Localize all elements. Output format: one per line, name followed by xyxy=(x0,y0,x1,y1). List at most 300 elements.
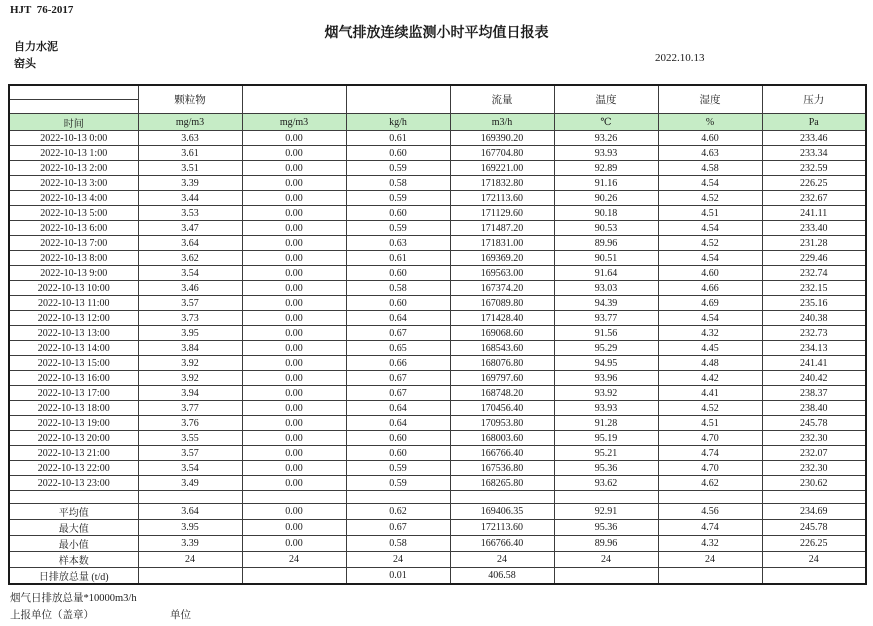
table-cell: 93.03 xyxy=(554,281,658,296)
table-cell: 229.46 xyxy=(762,251,866,266)
table-cell: 171129.60 xyxy=(450,206,554,221)
table-cell: 0.00 xyxy=(242,221,346,236)
header-flow: 流量 xyxy=(450,85,554,114)
time-cell: 2022-10-13 4:00 xyxy=(9,191,138,206)
time-cell: 2022-10-13 20:00 xyxy=(9,431,138,446)
time-cell: 2022-10-13 9:00 xyxy=(9,266,138,281)
table-cell xyxy=(658,491,762,504)
table-cell: 4.63 xyxy=(658,146,762,161)
table-cell: 169797.60 xyxy=(450,371,554,386)
unit-m3-h: m3/h xyxy=(450,114,554,131)
table-cell: 245.78 xyxy=(762,416,866,431)
table-cell: 0.59 xyxy=(346,191,450,206)
summary-label: 最大值 xyxy=(9,520,138,536)
table-cell: 0.00 xyxy=(242,431,346,446)
table-cell: 4.32 xyxy=(658,326,762,341)
footer-note: 烟气日排放总量*10000m3/h xyxy=(10,593,137,604)
time-cell: 2022-10-13 0:00 xyxy=(9,131,138,146)
table-cell: 0.00 xyxy=(242,161,346,176)
table-cell: 0.61 xyxy=(346,131,450,146)
table-row xyxy=(9,520,866,536)
time-cell: 2022-10-13 1:00 xyxy=(9,146,138,161)
table-row xyxy=(9,401,866,416)
table-row xyxy=(9,206,866,221)
table-cell: 0.00 xyxy=(242,416,346,431)
summary-label: 平均值 xyxy=(9,504,138,520)
table-cell xyxy=(138,491,242,504)
header-pressure: 压力 xyxy=(762,85,866,114)
table-cell: 166766.40 xyxy=(450,536,554,552)
table-cell: 4.60 xyxy=(658,266,762,281)
table-cell: 24 xyxy=(450,552,554,568)
table-cell xyxy=(658,568,762,585)
table-cell: 3.77 xyxy=(138,401,242,416)
table-row xyxy=(9,326,866,341)
summary-rows xyxy=(9,491,866,585)
table-cell: 0.60 xyxy=(346,206,450,221)
table-cell: 93.62 xyxy=(554,476,658,491)
table-cell: 167536.80 xyxy=(450,461,554,476)
table-cell: 0.63 xyxy=(346,236,450,251)
table-cell: 233.40 xyxy=(762,221,866,236)
header-empty-cell xyxy=(9,85,138,100)
table-row xyxy=(9,431,866,446)
table-row xyxy=(9,251,866,266)
table-cell: 0.64 xyxy=(346,416,450,431)
table-cell: 0.58 xyxy=(346,176,450,191)
table-cell: 0.67 xyxy=(346,520,450,536)
table-cell: 0.00 xyxy=(242,146,346,161)
table-cell: 90.26 xyxy=(554,191,658,206)
table-row xyxy=(9,386,866,401)
table-cell: 170953.80 xyxy=(450,416,554,431)
time-cell: 2022-10-13 23:00 xyxy=(9,476,138,491)
table-cell: 4.70 xyxy=(658,431,762,446)
report-title: 烟气排放连续监测小时平均值日报表 xyxy=(324,26,549,41)
table-row xyxy=(9,236,866,251)
table-cell: 171428.40 xyxy=(450,311,554,326)
table-cell: 3.92 xyxy=(138,356,242,371)
table-cell: 3.61 xyxy=(138,146,242,161)
table-cell: 0.61 xyxy=(346,251,450,266)
table-cell: 232.15 xyxy=(762,281,866,296)
table-cell: 92.89 xyxy=(554,161,658,176)
table-cell: 92.91 xyxy=(554,504,658,520)
unit-kg-h: kg/h xyxy=(346,114,450,131)
table-cell: 24 xyxy=(242,552,346,568)
table-cell: 4.52 xyxy=(658,236,762,251)
time-cell: 2022-10-13 10:00 xyxy=(9,281,138,296)
table-header xyxy=(9,85,866,131)
header-temperature: 温度 xyxy=(554,85,658,114)
time-cell: 2022-10-13 19:00 xyxy=(9,416,138,431)
table-cell: 235.16 xyxy=(762,296,866,311)
table-cell: 0.00 xyxy=(242,266,346,281)
table-cell: 0.64 xyxy=(346,401,450,416)
table-cell: 93.93 xyxy=(554,401,658,416)
table-cell: 0.59 xyxy=(346,161,450,176)
table-cell: 4.51 xyxy=(658,416,762,431)
table-cell: 232.73 xyxy=(762,326,866,341)
table-cell: 4.58 xyxy=(658,161,762,176)
time-cell: 2022-10-13 7:00 xyxy=(9,236,138,251)
table-cell: 0.00 xyxy=(242,326,346,341)
table-cell: 3.55 xyxy=(138,431,242,446)
summary-label: 最小值 xyxy=(9,536,138,552)
time-cell: 2022-10-13 6:00 xyxy=(9,221,138,236)
table-cell: 169369.20 xyxy=(450,251,554,266)
table-cell: 3.51 xyxy=(138,161,242,176)
table-cell xyxy=(138,568,242,585)
table-cell: 238.40 xyxy=(762,401,866,416)
table-cell: 241.41 xyxy=(762,356,866,371)
table-row xyxy=(9,221,866,236)
table-cell: 3.62 xyxy=(138,251,242,266)
table-cell: 232.30 xyxy=(762,431,866,446)
table-row xyxy=(9,356,866,371)
table-cell: 4.54 xyxy=(658,176,762,191)
table-cell: 3.95 xyxy=(138,520,242,536)
table-cell: 0.00 xyxy=(242,476,346,491)
table-cell: 169406.35 xyxy=(450,504,554,520)
table-cell: 0.62 xyxy=(346,504,450,520)
table-cell: 4.56 xyxy=(658,504,762,520)
table-cell: 3.95 xyxy=(138,326,242,341)
table-cell: 4.54 xyxy=(658,251,762,266)
table-row xyxy=(9,296,866,311)
table-cell: 4.48 xyxy=(658,356,762,371)
summary-label: 日排放总量 (t/d) xyxy=(9,568,138,585)
table-cell: 4.70 xyxy=(658,461,762,476)
header-humidity: 湿度 xyxy=(658,85,762,114)
table-cell: 93.93 xyxy=(554,146,658,161)
table-cell xyxy=(242,491,346,504)
table-row xyxy=(9,341,866,356)
table-cell: 0.64 xyxy=(346,311,450,326)
table-row xyxy=(9,446,866,461)
table-cell: 4.42 xyxy=(658,371,762,386)
table-cell: 0.59 xyxy=(346,476,450,491)
table-cell: 3.39 xyxy=(138,536,242,552)
table-cell: 90.18 xyxy=(554,206,658,221)
time-cell: 2022-10-13 12:00 xyxy=(9,311,138,326)
table-cell: 93.77 xyxy=(554,311,658,326)
table-cell: 238.37 xyxy=(762,386,866,401)
table-cell: 89.96 xyxy=(554,236,658,251)
table-cell: 24 xyxy=(762,552,866,568)
table-cell: 0.59 xyxy=(346,461,450,476)
table-cell: 0.00 xyxy=(242,401,346,416)
table-cell: 172113.60 xyxy=(450,520,554,536)
table-cell: 0.00 xyxy=(242,446,346,461)
table-row xyxy=(9,461,866,476)
time-cell: 2022-10-13 21:00 xyxy=(9,446,138,461)
table-cell: 3.76 xyxy=(138,416,242,431)
table-cell xyxy=(554,491,658,504)
table-cell: 232.07 xyxy=(762,446,866,461)
table-row xyxy=(9,552,866,568)
table-cell: 91.64 xyxy=(554,266,658,281)
table-cell: 0.60 xyxy=(346,296,450,311)
table-cell: 233.34 xyxy=(762,146,866,161)
report-date: 2022.10.13 xyxy=(655,52,705,64)
table-cell: 4.54 xyxy=(658,311,762,326)
table-cell: 95.36 xyxy=(554,520,658,536)
table-cell: 4.66 xyxy=(658,281,762,296)
unit-celsius: ℃ xyxy=(554,114,658,131)
table-cell: 94.39 xyxy=(554,296,658,311)
table-cell: 3.94 xyxy=(138,386,242,401)
table-cell: 0.00 xyxy=(242,236,346,251)
table-cell: 240.42 xyxy=(762,371,866,386)
table-row xyxy=(9,146,866,161)
header-particulate: 颗粒物 xyxy=(138,85,242,114)
table-cell: 0.01 xyxy=(346,568,450,585)
table-cell: 233.46 xyxy=(762,131,866,146)
table-cell: 0.00 xyxy=(242,504,346,520)
table-cell: 95.19 xyxy=(554,431,658,446)
units-row xyxy=(9,114,866,131)
table-cell: 4.54 xyxy=(658,221,762,236)
table-cell: 0.67 xyxy=(346,371,450,386)
table-cell: 91.56 xyxy=(554,326,658,341)
monitoring-point: 窑头 xyxy=(14,58,36,70)
time-cell: 2022-10-13 17:00 xyxy=(9,386,138,401)
table-cell: 4.45 xyxy=(658,341,762,356)
table-cell: 24 xyxy=(138,552,242,568)
table-cell: 241.11 xyxy=(762,206,866,221)
table-cell: 0.00 xyxy=(242,461,346,476)
table-row xyxy=(9,568,866,585)
table-cell: 95.36 xyxy=(554,461,658,476)
table-cell: 24 xyxy=(554,552,658,568)
table-cell: 167089.80 xyxy=(450,296,554,311)
time-cell: 2022-10-13 8:00 xyxy=(9,251,138,266)
unit-pa: Pa xyxy=(762,114,866,131)
table-row xyxy=(9,371,866,386)
table-cell: 3.47 xyxy=(138,221,242,236)
table-cell: 234.69 xyxy=(762,504,866,520)
table-cell: 4.51 xyxy=(658,206,762,221)
table-cell: 3.63 xyxy=(138,131,242,146)
table-cell: 0.66 xyxy=(346,356,450,371)
table-cell xyxy=(242,568,346,585)
time-cell: 2022-10-13 13:00 xyxy=(9,326,138,341)
table-row xyxy=(9,161,866,176)
table-cell: 4.60 xyxy=(658,131,762,146)
unit-mg-m3-a: mg/m3 xyxy=(138,114,242,131)
table-cell: 94.95 xyxy=(554,356,658,371)
table-cell: 24 xyxy=(346,552,450,568)
table-cell: 169221.00 xyxy=(450,161,554,176)
time-cell: 2022-10-13 3:00 xyxy=(9,176,138,191)
table-cell: 3.53 xyxy=(138,206,242,221)
table-cell: 232.67 xyxy=(762,191,866,206)
table-cell: 3.44 xyxy=(138,191,242,206)
header-empty-cell xyxy=(9,100,138,114)
unit-percent: % xyxy=(658,114,762,131)
time-cell: 2022-10-13 22:00 xyxy=(9,461,138,476)
table-cell: 4.52 xyxy=(658,401,762,416)
table-cell: 226.25 xyxy=(762,536,866,552)
table-cell: 0.00 xyxy=(242,176,346,191)
table-cell: 0.00 xyxy=(242,371,346,386)
table-cell xyxy=(762,491,866,504)
time-cell: 2022-10-13 11:00 xyxy=(9,296,138,311)
table-cell: 0.60 xyxy=(346,446,450,461)
company-name: 自力水泥 xyxy=(14,41,58,53)
table-cell: 0.00 xyxy=(242,191,346,206)
table-cell: 90.51 xyxy=(554,251,658,266)
table-cell: 4.41 xyxy=(658,386,762,401)
table-cell: 0.00 xyxy=(242,251,346,266)
header-blank-2 xyxy=(346,85,450,114)
table-cell: 4.74 xyxy=(658,446,762,461)
col-label-time: 时间 xyxy=(9,114,138,131)
standard-code: HJT 76-2017 xyxy=(10,4,74,16)
time-cell: 2022-10-13 16:00 xyxy=(9,371,138,386)
table-cell: 232.30 xyxy=(762,461,866,476)
table-cell: 3.54 xyxy=(138,266,242,281)
table-cell: 169390.20 xyxy=(450,131,554,146)
table-cell xyxy=(762,568,866,585)
table-cell: 93.92 xyxy=(554,386,658,401)
table-cell: 171487.20 xyxy=(450,221,554,236)
table-cell: 0.00 xyxy=(242,536,346,552)
table-cell: 406.58 xyxy=(450,568,554,585)
table-cell: 0.00 xyxy=(242,206,346,221)
table-row xyxy=(9,191,866,206)
table-cell: 168003.60 xyxy=(450,431,554,446)
table-row xyxy=(9,281,866,296)
table-cell: 0.67 xyxy=(346,386,450,401)
table-cell: 168265.80 xyxy=(450,476,554,491)
table-cell: 4.74 xyxy=(658,520,762,536)
unit-label: 单位 xyxy=(170,610,191,621)
table-row xyxy=(9,311,866,326)
table-cell: 170456.40 xyxy=(450,401,554,416)
table-cell: 4.69 xyxy=(658,296,762,311)
table-cell: 0.00 xyxy=(242,311,346,326)
table-cell: 167704.80 xyxy=(450,146,554,161)
table-cell: 3.64 xyxy=(138,236,242,251)
table-cell: 3.57 xyxy=(138,296,242,311)
header-group-row-top xyxy=(9,85,866,100)
table-cell: 166766.40 xyxy=(450,446,554,461)
table-cell: 168076.80 xyxy=(450,356,554,371)
header-blank-1 xyxy=(242,85,346,114)
table-cell: 232.59 xyxy=(762,161,866,176)
table-cell: 0.65 xyxy=(346,341,450,356)
table-cell: 168748.20 xyxy=(450,386,554,401)
table-cell: 245.78 xyxy=(762,520,866,536)
table-cell: 169068.60 xyxy=(450,326,554,341)
time-cell: 2022-10-13 15:00 xyxy=(9,356,138,371)
table-cell: 226.25 xyxy=(762,176,866,191)
hourly-rows xyxy=(9,131,866,491)
table-row xyxy=(9,176,866,191)
table-row xyxy=(9,504,866,520)
table-cell: 90.53 xyxy=(554,221,658,236)
table-cell: 171831.00 xyxy=(450,236,554,251)
monitoring-table xyxy=(8,84,867,585)
table-cell: 3.39 xyxy=(138,176,242,191)
table-cell: 95.29 xyxy=(554,341,658,356)
table-cell: 0.60 xyxy=(346,266,450,281)
table-cell: 0.00 xyxy=(242,386,346,401)
table-cell: 231.28 xyxy=(762,236,866,251)
table-cell: 91.28 xyxy=(554,416,658,431)
table-cell: 91.16 xyxy=(554,176,658,191)
table-cell: 230.62 xyxy=(762,476,866,491)
table-cell: 167374.20 xyxy=(450,281,554,296)
table-row xyxy=(9,476,866,491)
table-cell: 169563.00 xyxy=(450,266,554,281)
table-cell: 24 xyxy=(658,552,762,568)
table-cell: 172113.60 xyxy=(450,191,554,206)
table-cell: 0.00 xyxy=(242,131,346,146)
table-cell: 3.49 xyxy=(138,476,242,491)
table-cell: 4.62 xyxy=(658,476,762,491)
table-cell xyxy=(450,491,554,504)
table-row xyxy=(9,131,866,146)
table-cell: 171832.80 xyxy=(450,176,554,191)
table-cell: 3.46 xyxy=(138,281,242,296)
table-cell: 4.32 xyxy=(658,536,762,552)
table-cell: 0.00 xyxy=(242,281,346,296)
table-row xyxy=(9,266,866,281)
table-cell: 168543.60 xyxy=(450,341,554,356)
table-cell: 3.92 xyxy=(138,371,242,386)
table-row xyxy=(9,536,866,552)
table-cell: 240.38 xyxy=(762,311,866,326)
table-cell: 4.52 xyxy=(658,191,762,206)
unit-mg-m3-b: mg/m3 xyxy=(242,114,346,131)
table-cell: 0.58 xyxy=(346,281,450,296)
table-cell: 93.26 xyxy=(554,131,658,146)
table-cell xyxy=(346,491,450,504)
report-unit-stamp-label: 上报单位（盖章） xyxy=(10,610,94,621)
summary-label: 样本数 xyxy=(9,552,138,568)
table-cell: 89.96 xyxy=(554,536,658,552)
table-cell xyxy=(554,568,658,585)
table-cell: 0.00 xyxy=(242,341,346,356)
table-cell: 0.00 xyxy=(242,356,346,371)
time-cell: 2022-10-13 18:00 xyxy=(9,401,138,416)
time-cell: 2022-10-13 14:00 xyxy=(9,341,138,356)
table-cell: 93.96 xyxy=(554,371,658,386)
table-cell: 0.00 xyxy=(242,296,346,311)
table-cell: 95.21 xyxy=(554,446,658,461)
table-cell: 3.84 xyxy=(138,341,242,356)
time-cell: 2022-10-13 2:00 xyxy=(9,161,138,176)
table-cell: 0.00 xyxy=(242,520,346,536)
table-cell: 3.64 xyxy=(138,504,242,520)
table-cell: 3.57 xyxy=(138,446,242,461)
table-cell: 0.67 xyxy=(346,326,450,341)
table-row xyxy=(9,416,866,431)
blank-cell xyxy=(9,491,138,504)
table-cell: 232.74 xyxy=(762,266,866,281)
time-cell: 2022-10-13 5:00 xyxy=(9,206,138,221)
table-cell: 3.54 xyxy=(138,461,242,476)
table-cell: 0.60 xyxy=(346,431,450,446)
table-cell: 234.13 xyxy=(762,341,866,356)
table-cell: 0.58 xyxy=(346,536,450,552)
table-cell: 3.73 xyxy=(138,311,242,326)
table-cell: 0.59 xyxy=(346,221,450,236)
table-row xyxy=(9,491,866,504)
